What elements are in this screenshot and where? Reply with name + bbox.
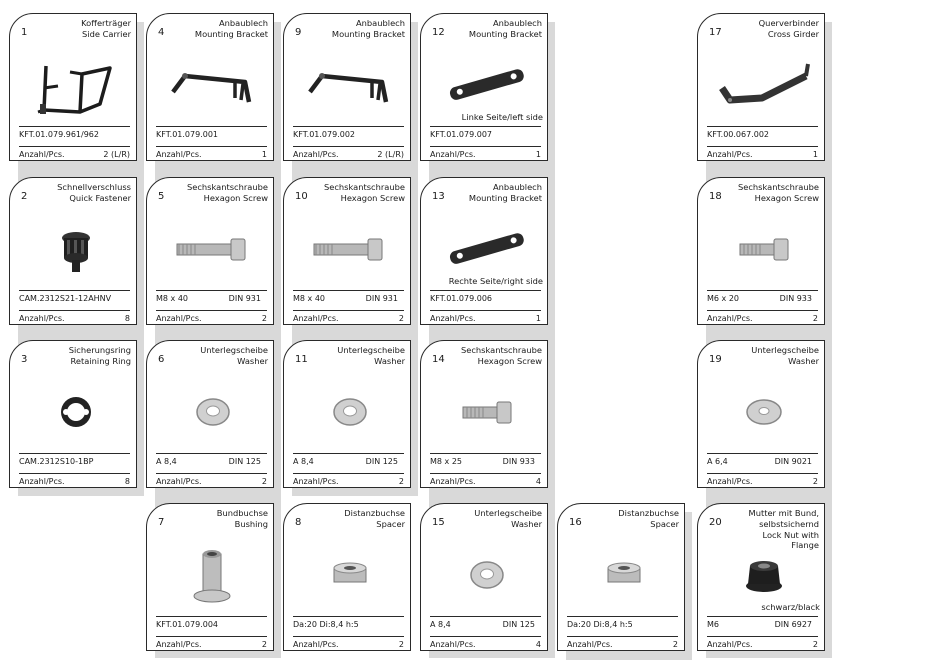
part-card — [420, 13, 548, 161]
quantity-value: 1 — [261, 150, 267, 159]
quantity-label: Anzahl/Pcs. — [19, 314, 65, 323]
part-number: 20 — [709, 517, 722, 528]
hexagon-screw-icon — [165, 218, 261, 280]
quantity-label: Anzahl/Pcs. — [293, 314, 339, 323]
quantity-label: Anzahl/Pcs. — [430, 640, 476, 649]
part-quantity — [430, 473, 541, 487]
part-spec — [293, 126, 404, 140]
part-spec-right: DIN 931 — [228, 294, 261, 303]
part-number: 11 — [295, 354, 308, 365]
part-number: 15 — [432, 517, 445, 528]
part-spec-left: Da:20 Di:8,4 h:5 — [567, 620, 633, 629]
part-title-line: Anbaublech — [355, 18, 405, 28]
part-spec-left: M6 — [707, 620, 719, 629]
part-spec-left: KFT.01.079.006 — [430, 294, 492, 303]
part-title — [182, 182, 268, 204]
part-spec — [156, 453, 267, 467]
mounting-bracket-icon — [165, 54, 261, 116]
part-title-line: Unterlegscheibe — [337, 345, 405, 355]
part-spec-left: M6 x 20 — [707, 294, 739, 303]
part-spec — [19, 290, 130, 304]
part-title-line: Lock Nut with — [762, 529, 819, 540]
part-title — [593, 508, 679, 530]
part-title-line: Side Carrier — [82, 28, 131, 39]
part-spec-left: CAM.2312S21-12AHNV — [19, 294, 112, 303]
quantity-label: Anzahl/Pcs. — [430, 150, 476, 159]
part-spec-left: M8 x 40 — [156, 294, 188, 303]
washer-icon — [165, 381, 261, 443]
part-card — [283, 340, 411, 488]
short-screw-icon — [716, 218, 812, 280]
part-title-line: Distanzbuchse — [344, 508, 405, 518]
part-title — [182, 345, 268, 367]
part-spec-left: A 8,4 — [430, 620, 451, 629]
quantity-label: Anzahl/Pcs. — [707, 640, 753, 649]
cross-girder-icon — [716, 54, 812, 116]
part-spec — [430, 453, 541, 467]
part-title-line: Spacer — [376, 518, 405, 529]
part-spec-right: DIN 125 — [365, 457, 398, 466]
quantity-value: 2 — [812, 640, 818, 649]
quantity-value: 8 — [124, 314, 130, 323]
quantity-label: Anzahl/Pcs. — [19, 150, 65, 159]
side-carrier-icon — [28, 54, 124, 116]
part-quantity — [156, 636, 267, 650]
part-spec — [156, 290, 267, 304]
quantity-label: Anzahl/Pcs. — [707, 150, 753, 159]
part-card — [9, 13, 137, 161]
bushing-icon — [165, 544, 261, 606]
part-spec — [156, 616, 267, 630]
part-spec — [430, 126, 541, 140]
part-title-line: Anbaublech — [492, 18, 542, 28]
quantity-label: Anzahl/Pcs. — [156, 314, 202, 323]
quantity-value: 8 — [124, 477, 130, 486]
quantity-value: 2 — [261, 477, 267, 486]
part-title-line: Cross Girder — [767, 28, 819, 39]
part-number: 3 — [21, 354, 28, 365]
quantity-label: Anzahl/Pcs. — [430, 477, 476, 486]
quantity-value: 2 — [812, 477, 818, 486]
part-title-line: Flange — [791, 540, 819, 551]
part-spec-right: DIN 931 — [365, 294, 398, 303]
part-spec — [156, 126, 267, 140]
part-number: 8 — [295, 517, 302, 528]
quantity-value: 2 (L/R) — [103, 150, 130, 159]
part-card — [420, 340, 548, 488]
part-title-line: Sechskantschraube — [737, 182, 819, 192]
spacer-icon — [576, 544, 672, 606]
part-title — [456, 18, 542, 40]
part-number: 16 — [569, 517, 582, 528]
quantity-value: 4 — [535, 640, 541, 649]
part-number: 6 — [158, 354, 165, 365]
hexagon-screw-icon — [302, 218, 398, 280]
part-title-line: Sicherungsring — [68, 345, 131, 355]
part-number: 7 — [158, 517, 165, 528]
part-number: 12 — [432, 27, 445, 38]
part-quantity — [156, 310, 267, 324]
part-quantity — [707, 636, 818, 650]
part-quantity — [293, 310, 404, 324]
part-title-line: Kofferträger — [81, 18, 131, 28]
part-spec-left: CAM.2312S10-1BP — [19, 457, 94, 466]
part-quantity — [567, 636, 678, 650]
part-card — [420, 177, 548, 325]
part-title — [733, 345, 819, 367]
quantity-label: Anzahl/Pcs. — [430, 314, 476, 323]
quantity-value: 2 — [398, 477, 404, 486]
part-title-line: Mounting Bracket — [331, 28, 405, 39]
part-title-line: Distanzbuchse — [618, 508, 679, 518]
part-card — [420, 503, 548, 651]
part-note: Linke Seite/left side — [461, 112, 543, 122]
washer-icon — [439, 544, 535, 606]
part-quantity — [19, 473, 130, 487]
lock-nut-icon — [716, 544, 812, 606]
part-spec — [19, 126, 130, 140]
part-spec — [293, 616, 404, 630]
part-quantity — [707, 146, 818, 160]
flat-bracket-icon — [439, 218, 535, 280]
part-quantity — [707, 310, 818, 324]
quantity-value: 2 — [812, 314, 818, 323]
part-number: 4 — [158, 27, 165, 38]
part-title — [45, 345, 131, 367]
part-title — [45, 18, 131, 40]
quantity-label: Anzahl/Pcs. — [293, 150, 339, 159]
quantity-label: Anzahl/Pcs. — [156, 640, 202, 649]
part-quantity — [156, 146, 267, 160]
retaining-ring-icon — [28, 381, 124, 443]
part-title-line: Anbaublech — [218, 18, 268, 28]
quantity-label: Anzahl/Pcs. — [293, 640, 339, 649]
part-spec — [293, 290, 404, 304]
part-number: 13 — [432, 191, 445, 202]
part-title — [319, 508, 405, 530]
part-quantity — [19, 310, 130, 324]
part-spec — [430, 616, 541, 630]
part-title-line: Retaining Ring — [70, 355, 131, 366]
part-number: 18 — [709, 191, 722, 202]
part-title — [319, 345, 405, 367]
part-title — [456, 182, 542, 204]
part-title-line: Unterlegscheibe — [200, 345, 268, 355]
part-title — [319, 182, 405, 204]
part-number: 10 — [295, 191, 308, 202]
quantity-value: 1 — [812, 150, 818, 159]
part-spec-right: DIN 933 — [779, 294, 812, 303]
part-title-line: Mounting Bracket — [468, 192, 542, 203]
part-card — [146, 13, 274, 161]
spacer-icon — [302, 544, 398, 606]
part-title — [319, 18, 405, 40]
part-title-line: Washer — [511, 518, 542, 529]
part-card — [9, 340, 137, 488]
quantity-label: Anzahl/Pcs. — [707, 314, 753, 323]
part-spec-left: A 6,4 — [707, 457, 728, 466]
part-title-line: Washer — [237, 355, 268, 366]
part-quantity — [430, 146, 541, 160]
part-note: Rechte Seite/right side — [448, 276, 543, 286]
part-title-line: selbstsichernd — [759, 518, 819, 529]
part-title-line: Hexagon Screw — [203, 192, 268, 203]
part-spec — [293, 453, 404, 467]
part-card — [283, 177, 411, 325]
washer-icon — [302, 381, 398, 443]
quantity-label: Anzahl/Pcs. — [567, 640, 613, 649]
part-quantity — [707, 473, 818, 487]
part-title-line: Washer — [374, 355, 405, 366]
quantity-label: Anzahl/Pcs. — [707, 477, 753, 486]
part-title-line: Bushing — [234, 518, 268, 529]
quantity-label: Anzahl/Pcs. — [293, 477, 339, 486]
part-title-line: Sechskantschraube — [460, 345, 542, 355]
quantity-value: 2 — [261, 314, 267, 323]
part-card — [697, 177, 825, 325]
part-spec — [707, 126, 818, 140]
flat-bracket-icon — [439, 54, 535, 116]
part-number: 9 — [295, 27, 302, 38]
part-title — [733, 182, 819, 204]
quantity-label: Anzahl/Pcs. — [19, 477, 65, 486]
part-spec-left: KFT.01.079.001 — [156, 130, 218, 139]
part-spec-right: DIN 6927 — [774, 620, 812, 629]
part-title — [456, 508, 542, 530]
part-title-line: Querverbinder — [758, 18, 819, 28]
part-spec-left: M8 x 40 — [293, 294, 325, 303]
part-number: 17 — [709, 27, 722, 38]
part-title-line: Mounting Bracket — [468, 28, 542, 39]
part-number: 2 — [21, 191, 28, 202]
part-spec-right: DIN 125 — [228, 457, 261, 466]
quick-fastener-icon — [28, 218, 124, 280]
part-spec-right: DIN 9021 — [774, 457, 812, 466]
part-spec-left: KFT.01.079.004 — [156, 620, 218, 629]
quantity-label: Anzahl/Pcs. — [156, 150, 202, 159]
part-title-line: Mutter mit Bund, — [748, 508, 819, 518]
part-spec — [707, 616, 818, 630]
part-spec-left: A 8,4 — [156, 457, 177, 466]
part-note: schwarz/black — [761, 602, 820, 612]
part-card — [146, 340, 274, 488]
part-number: 1 — [21, 27, 28, 38]
part-quantity — [293, 473, 404, 487]
quantity-value: 2 — [398, 314, 404, 323]
part-title-line: Sechskantschraube — [323, 182, 405, 192]
part-title-line: Mounting Bracket — [194, 28, 268, 39]
part-title-line: Unterlegscheibe — [751, 345, 819, 355]
part-spec — [430, 290, 541, 304]
part-spec-left: KFT.00.067.002 — [707, 130, 769, 139]
part-quantity — [430, 310, 541, 324]
part-title-line: Bundbuchse — [216, 508, 268, 518]
part-quantity — [293, 146, 404, 160]
quantity-value: 4 — [535, 477, 541, 486]
part-title — [45, 182, 131, 204]
part-spec — [707, 453, 818, 467]
quantity-value: 2 — [672, 640, 678, 649]
quantity-value: 2 — [398, 640, 404, 649]
part-title — [182, 18, 268, 40]
quantity-value: 1 — [535, 150, 541, 159]
part-card — [283, 503, 411, 651]
part-number: 14 — [432, 354, 445, 365]
mounting-bracket-icon — [302, 54, 398, 116]
part-title-line: Hexagon Screw — [754, 192, 819, 203]
part-card — [146, 177, 274, 325]
part-title-line: Washer — [788, 355, 819, 366]
part-title — [182, 508, 268, 530]
part-card — [557, 503, 685, 651]
part-number: 19 — [709, 354, 722, 365]
part-title-line: Hexagon Screw — [477, 355, 542, 366]
part-spec — [567, 616, 678, 630]
part-title-line: Schnellverschluss — [57, 182, 131, 192]
part-spec-left: A 8,4 — [293, 457, 314, 466]
part-spec-left: KFT.01.079.002 — [293, 130, 355, 139]
part-quantity — [430, 636, 541, 650]
part-spec-right: DIN 933 — [502, 457, 535, 466]
part-title-line: Anbaublech — [492, 182, 542, 192]
part-quantity — [19, 146, 130, 160]
part-number: 5 — [158, 191, 165, 202]
part-spec-right: DIN 125 — [502, 620, 535, 629]
part-quantity — [156, 473, 267, 487]
part-card — [697, 503, 825, 651]
part-title-line: Quick Fastener — [69, 192, 131, 203]
part-card — [697, 13, 825, 161]
part-title-line: Sechskantschraube — [186, 182, 268, 192]
quantity-value: 1 — [535, 314, 541, 323]
quantity-value: 2 — [261, 640, 267, 649]
part-spec — [19, 453, 130, 467]
part-title — [733, 18, 819, 40]
part-title — [456, 345, 542, 367]
part-spec-left: M8 x 25 — [430, 457, 462, 466]
part-spec — [707, 290, 818, 304]
part-card — [146, 503, 274, 651]
quantity-label: Anzahl/Pcs. — [156, 477, 202, 486]
part-card — [9, 177, 137, 325]
part-card — [697, 340, 825, 488]
part-spec-left: KFT.01.079.961/962 — [19, 130, 99, 139]
part-title-line: Unterlegscheibe — [474, 508, 542, 518]
part-title-line: Spacer — [650, 518, 679, 529]
short-screw-icon — [439, 381, 535, 443]
large-washer-icon — [716, 381, 812, 443]
quantity-value: 2 (L/R) — [377, 150, 404, 159]
part-spec-left: Da:20 Di:8,4 h:5 — [293, 620, 359, 629]
part-card — [283, 13, 411, 161]
part-title-line: Hexagon Screw — [340, 192, 405, 203]
part-quantity — [293, 636, 404, 650]
part-spec-left: KFT.01.079.007 — [430, 130, 492, 139]
